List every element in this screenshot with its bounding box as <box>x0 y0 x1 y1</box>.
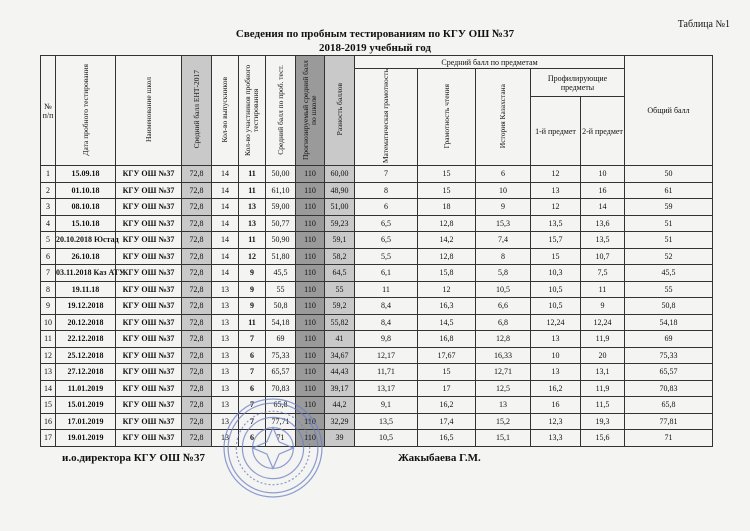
row-history: 12,71 <box>476 364 531 381</box>
row-participants: 13 <box>239 199 266 216</box>
row-total: 55 <box>625 281 713 298</box>
row-graduates: 13 <box>212 397 239 414</box>
row-subject-1: 10,5 <box>531 298 581 315</box>
row-num: 17 <box>41 430 56 447</box>
row-avg-score: 75,33 <box>266 347 296 364</box>
row-forecast: 110 <box>296 248 325 265</box>
header-reading: Грамотность чтения <box>441 83 451 149</box>
row-avg-score: 71 <box>266 430 296 447</box>
row-num: 14 <box>41 380 56 397</box>
row-subject-1: 10 <box>531 347 581 364</box>
row-graduates: 13 <box>212 430 239 447</box>
row-ent-avg: 72,8 <box>182 248 212 265</box>
row-reading: 15 <box>418 182 476 199</box>
row-school: КГУ ОШ №37 <box>116 215 182 232</box>
row-ent-avg: 72,8 <box>182 430 212 447</box>
row-participants: 9 <box>239 281 266 298</box>
row-participants: 9 <box>239 298 266 315</box>
table-row <box>41 413 713 430</box>
row-subject-1: 12,24 <box>531 314 581 331</box>
row-forecast: 110 <box>296 281 325 298</box>
table-row <box>41 166 713 183</box>
row-graduates: 14 <box>212 215 239 232</box>
row-total: 45,5 <box>625 265 713 282</box>
row-diff: 34,67 <box>325 347 355 364</box>
row-history: 10,5 <box>476 281 531 298</box>
row-date: 03.11.2018 Каз АТУ <box>56 265 116 282</box>
row-subject-2: 11,9 <box>581 331 625 348</box>
row-math: 8 <box>355 182 418 199</box>
row-avg-score: 65,8 <box>266 397 296 414</box>
row-subject-1: 13 <box>531 182 581 199</box>
row-graduates: 14 <box>212 232 239 249</box>
row-school: КГУ ОШ №37 <box>116 248 182 265</box>
row-total: 75,33 <box>625 347 713 364</box>
row-reading: 16,8 <box>418 331 476 348</box>
row-ent-avg: 72,8 <box>182 232 212 249</box>
row-date: 19.11.18 <box>56 281 116 298</box>
row-history: 16,33 <box>476 347 531 364</box>
row-math: 6,1 <box>355 265 418 282</box>
row-num: 6 <box>41 248 56 265</box>
row-forecast: 110 <box>296 380 325 397</box>
row-history: 6 <box>476 166 531 183</box>
row-total: 69 <box>625 331 713 348</box>
row-math: 11,71 <box>355 364 418 381</box>
row-diff: 59,2 <box>325 298 355 315</box>
row-reading: 17,4 <box>418 413 476 430</box>
row-avg-score: 45,5 <box>266 265 296 282</box>
row-reading: 17,67 <box>418 347 476 364</box>
row-history: 10 <box>476 182 531 199</box>
row-subject-1: 13 <box>531 331 581 348</box>
row-date: 17.01.2019 <box>56 413 116 430</box>
row-history: 6,8 <box>476 314 531 331</box>
row-subject-2: 9 <box>581 298 625 315</box>
row-school: КГУ ОШ №37 <box>116 347 182 364</box>
header-forecast: Прогнозируемый средний балл по школе <box>301 59 318 160</box>
row-reading: 17 <box>418 380 476 397</box>
row-date: 19.01.2019 <box>56 430 116 447</box>
row-ent-avg: 72,8 <box>182 413 212 430</box>
row-school: КГУ ОШ №37 <box>116 182 182 199</box>
row-subject-1: 16,2 <box>531 380 581 397</box>
row-subject-2: 13,1 <box>581 364 625 381</box>
row-num: 12 <box>41 347 56 364</box>
row-ent-avg: 72,8 <box>182 314 212 331</box>
table-row <box>41 281 713 298</box>
row-date: 15.01.2019 <box>56 397 116 414</box>
row-forecast: 110 <box>296 364 325 381</box>
row-date: 08.10.18 <box>56 199 116 216</box>
row-participants: 6 <box>239 347 266 364</box>
row-school: КГУ ОШ №37 <box>116 166 182 183</box>
row-math: 9,1 <box>355 397 418 414</box>
row-graduates: 13 <box>212 314 239 331</box>
row-subject-2: 11,5 <box>581 397 625 414</box>
row-school: КГУ ОШ №37 <box>116 281 182 298</box>
row-math: 12,17 <box>355 347 418 364</box>
table-row <box>41 298 713 315</box>
row-diff: 41 <box>325 331 355 348</box>
table-row <box>41 364 713 381</box>
row-ent-avg: 72,8 <box>182 380 212 397</box>
header-total: Общий балл <box>625 56 713 166</box>
row-school: КГУ ОШ №37 <box>116 298 182 315</box>
row-avg-score: 59,00 <box>266 199 296 216</box>
header-avg-score: Средний балл по проб. тест. <box>275 64 285 155</box>
row-graduates: 14 <box>212 265 239 282</box>
row-subject-2: 20 <box>581 347 625 364</box>
row-reading: 16,3 <box>418 298 476 315</box>
row-participants: 11 <box>239 166 266 183</box>
official-stamp <box>222 397 324 499</box>
row-history: 6,6 <box>476 298 531 315</box>
row-school: КГУ ОШ №37 <box>116 232 182 249</box>
row-subject-2: 7,5 <box>581 265 625 282</box>
row-diff: 64,5 <box>325 265 355 282</box>
row-forecast: 110 <box>296 199 325 216</box>
row-subject-2: 16 <box>581 182 625 199</box>
row-math: 8,4 <box>355 298 418 315</box>
row-subject-2: 19,3 <box>581 413 625 430</box>
row-avg-score: 65,57 <box>266 364 296 381</box>
row-reading: 18 <box>418 199 476 216</box>
row-reading: 16,5 <box>418 430 476 447</box>
header-subject-1: 1-й предмет <box>531 97 581 166</box>
table-row <box>41 215 713 232</box>
row-participants: 12 <box>239 248 266 265</box>
header-math: Математическая грамотность <box>381 69 391 164</box>
row-total: 65,8 <box>625 397 713 414</box>
table-row <box>41 182 713 199</box>
row-math: 6,5 <box>355 232 418 249</box>
row-subject-2: 10,7 <box>581 248 625 265</box>
row-avg-score: 50,90 <box>266 232 296 249</box>
row-ent-avg: 72,8 <box>182 331 212 348</box>
row-forecast: 110 <box>296 347 325 364</box>
row-graduates: 13 <box>212 413 239 430</box>
row-avg-score: 55 <box>266 281 296 298</box>
row-forecast: 110 <box>296 265 325 282</box>
row-date: 27.12.2018 <box>56 364 116 381</box>
row-math: 10,5 <box>355 430 418 447</box>
row-math: 9,8 <box>355 331 418 348</box>
row-subject-1: 15,7 <box>531 232 581 249</box>
row-school: КГУ ОШ №37 <box>116 199 182 216</box>
row-graduates: 13 <box>212 281 239 298</box>
row-participants: 7 <box>239 413 266 430</box>
table-label: Таблица №1 <box>677 19 730 30</box>
row-ent-avg: 72,8 <box>182 364 212 381</box>
table-row <box>41 347 713 364</box>
row-math: 7 <box>355 166 418 183</box>
row-num: 13 <box>41 364 56 381</box>
row-subject-2: 10 <box>581 166 625 183</box>
row-forecast: 110 <box>296 166 325 183</box>
row-history: 15,3 <box>476 215 531 232</box>
row-forecast: 110 <box>296 182 325 199</box>
row-math: 6 <box>355 199 418 216</box>
row-ent-avg: 72,8 <box>182 298 212 315</box>
header-subject-2: 2-й предмет <box>581 97 625 166</box>
row-subject-1: 10,5 <box>531 281 581 298</box>
header-num: № п/п <box>41 56 56 166</box>
row-subject-1: 10,3 <box>531 265 581 282</box>
row-num: 1 <box>41 166 56 183</box>
row-forecast: 110 <box>296 397 325 414</box>
row-num: 10 <box>41 314 56 331</box>
row-date: 01.10.18 <box>56 182 116 199</box>
row-graduates: 14 <box>212 182 239 199</box>
row-forecast: 110 <box>296 232 325 249</box>
document-subtitle: 2018-2019 учебный год <box>319 42 431 54</box>
row-total: 51 <box>625 215 713 232</box>
row-num: 16 <box>41 413 56 430</box>
row-math: 6,5 <box>355 215 418 232</box>
row-graduates: 13 <box>212 364 239 381</box>
row-ent-avg: 72,8 <box>182 166 212 183</box>
row-subject-2: 11,9 <box>581 380 625 397</box>
row-ent-avg: 72,8 <box>182 347 212 364</box>
row-num: 11 <box>41 331 56 348</box>
header-graduates: Кол-во выпускников <box>220 76 230 143</box>
row-participants: 7 <box>239 331 266 348</box>
row-reading: 12,8 <box>418 215 476 232</box>
row-date: 26.10.18 <box>56 248 116 265</box>
row-total: 70,83 <box>625 380 713 397</box>
row-date: 20.12.2018 <box>56 314 116 331</box>
row-subject-1: 15 <box>531 248 581 265</box>
row-graduates: 14 <box>212 199 239 216</box>
row-total: 61 <box>625 182 713 199</box>
table-row <box>41 314 713 331</box>
table-row <box>41 380 713 397</box>
header-participants: Кол-во участников пробного тестирования <box>243 63 260 156</box>
row-num: 3 <box>41 199 56 216</box>
row-total: 50,8 <box>625 298 713 315</box>
row-total: 65,57 <box>625 364 713 381</box>
header-diff: Разность баллов <box>334 83 344 136</box>
row-graduates: 13 <box>212 347 239 364</box>
row-avg-score: 69 <box>266 331 296 348</box>
row-forecast: 110 <box>296 430 325 447</box>
row-participants: 11 <box>239 232 266 249</box>
row-subject-2: 15,6 <box>581 430 625 447</box>
row-num: 4 <box>41 215 56 232</box>
row-participants: 6 <box>239 380 266 397</box>
row-subject-2: 13,6 <box>581 215 625 232</box>
row-diff: 51,00 <box>325 199 355 216</box>
row-ent-avg: 72,8 <box>182 199 212 216</box>
row-subject-1: 12 <box>531 166 581 183</box>
row-diff: 55,82 <box>325 314 355 331</box>
row-graduates: 13 <box>212 380 239 397</box>
row-num: 9 <box>41 298 56 315</box>
row-history: 8 <box>476 248 531 265</box>
row-total: 54,18 <box>625 314 713 331</box>
row-num: 2 <box>41 182 56 199</box>
row-ent-avg: 72,8 <box>182 281 212 298</box>
row-avg-score: 50,77 <box>266 215 296 232</box>
row-avg-score: 54,18 <box>266 314 296 331</box>
header-subjects-group: Средний балл по предметам <box>355 56 625 69</box>
row-avg-score: 50,00 <box>266 166 296 183</box>
row-reading: 15,8 <box>418 265 476 282</box>
row-subject-2: 14 <box>581 199 625 216</box>
row-avg-score: 61,10 <box>266 182 296 199</box>
row-subject-1: 13,5 <box>531 215 581 232</box>
row-forecast: 110 <box>296 331 325 348</box>
row-history: 7,4 <box>476 232 531 249</box>
row-date: 15.10.18 <box>56 215 116 232</box>
row-subject-1: 13 <box>531 364 581 381</box>
row-history: 12,5 <box>476 380 531 397</box>
row-num: 8 <box>41 281 56 298</box>
row-diff: 55 <box>325 281 355 298</box>
row-ent-avg: 72,8 <box>182 182 212 199</box>
row-subject-1: 16 <box>531 397 581 414</box>
row-diff: 39,17 <box>325 380 355 397</box>
row-participants: 11 <box>239 314 266 331</box>
row-date: 22.12.2018 <box>56 331 116 348</box>
row-participants: 7 <box>239 397 266 414</box>
row-num: 7 <box>41 265 56 282</box>
row-forecast: 110 <box>296 314 325 331</box>
row-forecast: 110 <box>296 413 325 430</box>
row-date: 19.12.2018 <box>56 298 116 315</box>
row-graduates: 14 <box>212 248 239 265</box>
row-school: КГУ ОШ №37 <box>116 331 182 348</box>
header-date: Дата пробного тестирования <box>80 63 90 156</box>
table-body <box>41 166 713 447</box>
row-diff: 39 <box>325 430 355 447</box>
row-diff: 48,90 <box>325 182 355 199</box>
row-history: 15,1 <box>476 430 531 447</box>
row-subject-2: 12,24 <box>581 314 625 331</box>
row-reading: 12,8 <box>418 248 476 265</box>
row-math: 13,17 <box>355 380 418 397</box>
table-row <box>41 430 713 447</box>
row-avg-score: 70,83 <box>266 380 296 397</box>
table-row <box>41 265 713 282</box>
row-diff: 59,23 <box>325 215 355 232</box>
row-participants: 7 <box>239 364 266 381</box>
row-math: 11 <box>355 281 418 298</box>
row-avg-score: 51,80 <box>266 248 296 265</box>
row-subject-2: 13,5 <box>581 232 625 249</box>
row-participants: 11 <box>239 182 266 199</box>
row-date: 15.09.18 <box>56 166 116 183</box>
row-ent-avg: 72,8 <box>182 265 212 282</box>
row-reading: 16,2 <box>418 397 476 414</box>
row-total: 51 <box>625 232 713 249</box>
signature-role: и.о.директора КГУ ОШ №37 <box>62 452 205 464</box>
row-date: 20.10.2018 Юстад <box>56 232 116 249</box>
row-subject-1: 13,3 <box>531 430 581 447</box>
row-forecast: 110 <box>296 298 325 315</box>
table-row <box>41 232 713 249</box>
row-participants: 13 <box>239 215 266 232</box>
row-school: КГУ ОШ №37 <box>116 364 182 381</box>
row-diff: 59,1 <box>325 232 355 249</box>
row-reading: 14,5 <box>418 314 476 331</box>
row-reading: 14,2 <box>418 232 476 249</box>
row-ent-avg: 72,8 <box>182 397 212 414</box>
row-forecast: 110 <box>296 215 325 232</box>
row-avg-score: 77,71 <box>266 413 296 430</box>
row-graduates: 13 <box>212 331 239 348</box>
results-table <box>40 55 713 447</box>
row-school: КГУ ОШ №37 <box>116 413 182 430</box>
row-history: 12,8 <box>476 331 531 348</box>
row-subject-2: 11 <box>581 281 625 298</box>
row-math: 13,5 <box>355 413 418 430</box>
row-history: 9 <box>476 199 531 216</box>
row-reading: 15 <box>418 364 476 381</box>
row-history: 13 <box>476 397 531 414</box>
table-row <box>41 397 713 414</box>
row-school: КГУ ОШ №37 <box>116 380 182 397</box>
table-row <box>41 199 713 216</box>
row-reading: 15 <box>418 166 476 183</box>
row-school: КГУ ОШ №37 <box>116 314 182 331</box>
row-avg-score: 50,8 <box>266 298 296 315</box>
signature-name: Жакыбаева Г.М. <box>398 452 481 464</box>
row-math: 5,5 <box>355 248 418 265</box>
header-profile-group: Профилирующие предметы <box>531 69 625 97</box>
row-total: 52 <box>625 248 713 265</box>
row-diff: 44,43 <box>325 364 355 381</box>
table-row <box>41 331 713 348</box>
row-date: 11.01.2019 <box>56 380 116 397</box>
row-school: КГУ ОШ №37 <box>116 265 182 282</box>
row-history: 15,2 <box>476 413 531 430</box>
header-school: Наименование школ <box>143 77 153 143</box>
row-diff: 58,2 <box>325 248 355 265</box>
row-school: КГУ ОШ №37 <box>116 397 182 414</box>
row-total: 77,81 <box>625 413 713 430</box>
row-total: 50 <box>625 166 713 183</box>
row-reading: 12 <box>418 281 476 298</box>
document-title: Сведения по пробным тестированиям по КГУ ОШ №37 <box>235 28 515 40</box>
row-diff: 44,2 <box>325 397 355 414</box>
row-date: 25.12.2018 <box>56 347 116 364</box>
header-ent-avg: Средний балл ЕНТ-2017 <box>191 70 201 149</box>
row-graduates: 14 <box>212 166 239 183</box>
row-num: 15 <box>41 397 56 414</box>
row-participants: 9 <box>239 265 266 282</box>
row-math: 8,4 <box>355 314 418 331</box>
row-diff: 60,00 <box>325 166 355 183</box>
row-school: КГУ ОШ №37 <box>116 430 182 447</box>
row-subject-1: 12,3 <box>531 413 581 430</box>
row-total: 59 <box>625 199 713 216</box>
row-participants: 6 <box>239 430 266 447</box>
row-history: 5,8 <box>476 265 531 282</box>
row-num: 5 <box>41 232 56 249</box>
row-subject-1: 12 <box>531 199 581 216</box>
header-history: История Казахстана <box>498 83 508 149</box>
table-row <box>41 248 713 265</box>
row-graduates: 13 <box>212 298 239 315</box>
row-total: 71 <box>625 430 713 447</box>
row-diff: 32,29 <box>325 413 355 430</box>
row-ent-avg: 72,8 <box>182 215 212 232</box>
